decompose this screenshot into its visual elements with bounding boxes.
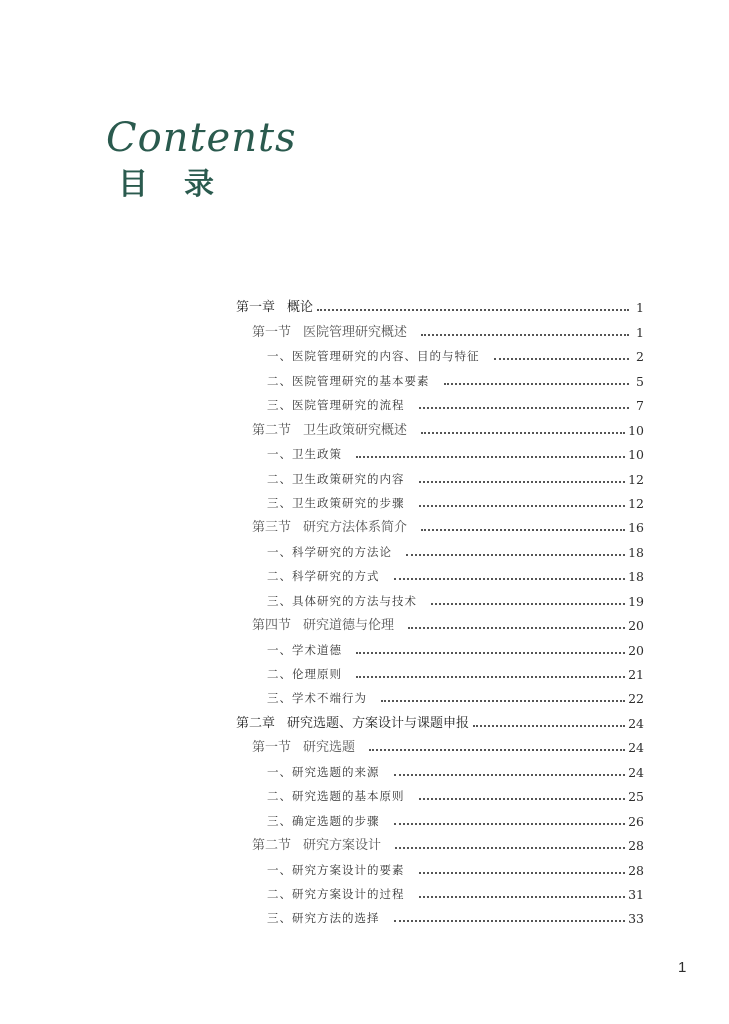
toc-entry-label xyxy=(236,373,430,389)
toc-subsection-row[interactable] xyxy=(236,560,644,584)
dot-leader xyxy=(369,749,625,751)
toc-entry-label xyxy=(236,614,394,633)
toc-entry-number: 第一节 xyxy=(252,324,292,340)
toc-entry-label xyxy=(236,813,380,829)
toc-subsection-row[interactable] xyxy=(236,487,644,511)
toc-entry-label xyxy=(236,788,405,804)
toc-entry-title: 二、伦理原则 xyxy=(267,667,342,681)
toc-subsection-row[interactable] xyxy=(236,902,644,926)
toc-entry-label xyxy=(236,397,405,413)
toc-entry-number: 第二节 xyxy=(252,422,292,438)
toc-subsection-row[interactable] xyxy=(236,804,644,828)
dot-leader xyxy=(419,505,626,507)
dot-leader xyxy=(473,725,625,727)
dot-leader xyxy=(395,847,625,849)
toc-entry-page: 24 xyxy=(628,764,644,780)
toc-entry-label xyxy=(236,471,405,487)
dot-leader xyxy=(394,774,626,776)
toc-entry-title: 卫生政策研究概述 xyxy=(303,422,408,438)
toc-entry-title: 一、医院管理研究的内容、目的与特征 xyxy=(267,349,480,364)
table-of-contents xyxy=(236,291,644,926)
dot-leader xyxy=(419,407,630,409)
contents-script-title: Contents xyxy=(106,115,297,161)
dot-leader xyxy=(419,896,626,898)
toc-entry-number: 第三节 xyxy=(252,520,292,536)
dot-leader xyxy=(421,334,629,336)
toc-entry-title: 研究方法体系简介 xyxy=(303,520,408,536)
toc-subsection-row[interactable] xyxy=(236,340,644,364)
toc-entry-page: 22 xyxy=(628,691,644,707)
toc-entry-page: 33 xyxy=(628,911,644,927)
toc-subsection-row[interactable] xyxy=(236,780,644,804)
dot-leader xyxy=(421,432,625,434)
toc-entry-label xyxy=(236,296,313,315)
page-number: 1 xyxy=(678,959,687,976)
toc-entry-label xyxy=(236,419,407,438)
toc-entry-label xyxy=(236,321,407,340)
toc-section-row[interactable] xyxy=(236,315,644,339)
toc-chapter-row[interactable] xyxy=(236,291,644,315)
toc-entry-label xyxy=(236,348,480,364)
dot-leader xyxy=(317,309,629,311)
toc-entry-page: 5 xyxy=(636,373,644,389)
toc-chapter-row[interactable] xyxy=(236,706,644,730)
toc-subsection-row[interactable] xyxy=(236,364,644,388)
toc-entry-title: 概论 xyxy=(287,300,314,316)
toc-entry-page: 12 xyxy=(628,495,644,511)
dot-leader xyxy=(419,481,626,483)
toc-entry-title: 二、科学研究的方式 xyxy=(267,569,380,584)
toc-entry-page: 2 xyxy=(636,349,644,365)
dot-leader xyxy=(419,798,626,800)
toc-entry-label xyxy=(236,764,380,780)
dot-leader xyxy=(408,627,625,629)
dot-leader xyxy=(444,383,630,385)
toc-entry-number: 第一章 xyxy=(236,300,276,316)
dot-leader xyxy=(406,554,625,556)
toc-entry-page: 12 xyxy=(628,471,644,487)
dot-leader xyxy=(356,652,625,654)
toc-entry-label xyxy=(236,862,405,878)
toc-entry-label xyxy=(236,910,380,926)
toc-entry-number: 第二章 xyxy=(236,715,276,731)
toc-entry-title: 二、研究方案设计的过程 xyxy=(267,886,405,901)
dot-leader xyxy=(356,676,625,678)
toc-entry-page: 1 xyxy=(636,324,644,340)
toc-entry-title: 二、医院管理研究的基本要素 xyxy=(267,373,430,388)
toc-subsection-row[interactable] xyxy=(236,584,644,608)
toc-subsection-row[interactable] xyxy=(236,853,644,877)
toc-entry-label xyxy=(236,495,405,511)
contents-title: 目录 xyxy=(118,167,250,202)
toc-section-row[interactable] xyxy=(236,413,644,437)
toc-entry-page: 7 xyxy=(636,398,644,414)
toc-subsection-row[interactable] xyxy=(236,658,644,682)
toc-entry-number: 第一节 xyxy=(252,740,292,756)
toc-section-row[interactable] xyxy=(236,511,644,535)
toc-entry-title: 研究选题、方案设计与课题申报 xyxy=(287,715,470,731)
toc-entry-title: 一、卫生政策 xyxy=(267,447,342,462)
toc-entry-title: 三、卫生政策研究的步骤 xyxy=(267,495,405,510)
toc-subsection-row[interactable] xyxy=(236,682,644,706)
toc-section-row[interactable] xyxy=(236,731,644,755)
toc-entry-label xyxy=(236,593,417,609)
toc-entry-label xyxy=(236,642,342,658)
toc-entry-page: 28 xyxy=(628,838,644,854)
toc-entry-title: 一、研究方案设计的要素 xyxy=(267,862,405,877)
toc-entry-title: 一、科学研究的方法论 xyxy=(267,544,392,559)
toc-entry-page: 31 xyxy=(628,886,644,902)
toc-entry-page: 24 xyxy=(628,715,644,731)
toc-subsection-row[interactable] xyxy=(236,633,644,657)
toc-entry-page: 10 xyxy=(628,447,644,463)
toc-subsection-row[interactable] xyxy=(236,535,644,559)
toc-subsection-row[interactable] xyxy=(236,389,644,413)
toc-entry-page: 18 xyxy=(628,544,644,560)
toc-subsection-row[interactable] xyxy=(236,438,644,462)
toc-entry-title: 研究道德与伦理 xyxy=(303,618,395,634)
dot-leader xyxy=(431,603,625,605)
toc-entry-page: 24 xyxy=(628,740,644,756)
dot-leader xyxy=(394,578,626,580)
toc-entry-label xyxy=(236,446,342,462)
toc-subsection-row[interactable] xyxy=(236,462,644,486)
toc-entry-page: 26 xyxy=(628,813,644,829)
dot-leader xyxy=(494,358,630,360)
toc-entry-label xyxy=(236,666,342,682)
toc-entry-page: 20 xyxy=(628,642,644,658)
toc-entry-label xyxy=(236,568,380,584)
toc-entry-number: 第二节 xyxy=(252,838,292,854)
toc-entry-label xyxy=(236,544,392,560)
toc-entry-title: 三、确定选题的步骤 xyxy=(267,813,380,828)
toc-entry-page: 19 xyxy=(628,593,644,609)
toc-entry-number: 第四节 xyxy=(252,618,292,634)
toc-entry-title: 二、卫生政策研究的内容 xyxy=(267,471,405,486)
toc-subsection-row[interactable] xyxy=(236,755,644,779)
toc-entry-label xyxy=(236,690,367,706)
dot-leader xyxy=(394,823,626,825)
toc-entry-label xyxy=(236,516,407,535)
toc-section-row[interactable] xyxy=(236,609,644,633)
toc-entry-page: 20 xyxy=(628,618,644,634)
toc-entry-title: 三、具体研究的方法与技术 xyxy=(267,593,417,608)
dot-leader xyxy=(394,920,626,922)
toc-entry-page: 28 xyxy=(628,862,644,878)
toc-entry-title: 三、医院管理研究的流程 xyxy=(267,398,405,413)
toc-entry-page: 16 xyxy=(628,520,644,536)
dot-leader xyxy=(421,529,625,531)
toc-entry-title: 研究选题 xyxy=(303,740,356,756)
toc-entry-page: 18 xyxy=(628,569,644,585)
toc-entry-label xyxy=(236,886,405,902)
toc-entry-title: 三、研究方法的选择 xyxy=(267,911,380,926)
toc-entry-title: 医院管理研究概述 xyxy=(303,324,408,340)
dot-leader xyxy=(356,456,625,458)
toc-entry-page: 1 xyxy=(636,300,644,316)
dot-leader xyxy=(381,700,625,702)
toc-entry-page: 10 xyxy=(628,422,644,438)
toc-entry-title: 二、研究选题的基本原则 xyxy=(267,789,405,804)
dot-leader xyxy=(419,872,626,874)
toc-subsection-row[interactable] xyxy=(236,878,644,902)
toc-entry-label xyxy=(236,736,355,755)
toc-entry-label xyxy=(236,834,381,853)
toc-entry-title: 一、学术道德 xyxy=(267,642,342,657)
toc-entry-title: 研究方案设计 xyxy=(303,838,382,854)
toc-entry-page: 21 xyxy=(628,667,644,682)
toc-section-row[interactable] xyxy=(236,829,644,853)
toc-entry-page: 25 xyxy=(628,789,644,805)
toc-entry-title: 一、研究选题的来源 xyxy=(267,764,380,779)
toc-entry-label xyxy=(236,712,469,731)
toc-entry-title: 三、学术不端行为 xyxy=(267,691,367,706)
